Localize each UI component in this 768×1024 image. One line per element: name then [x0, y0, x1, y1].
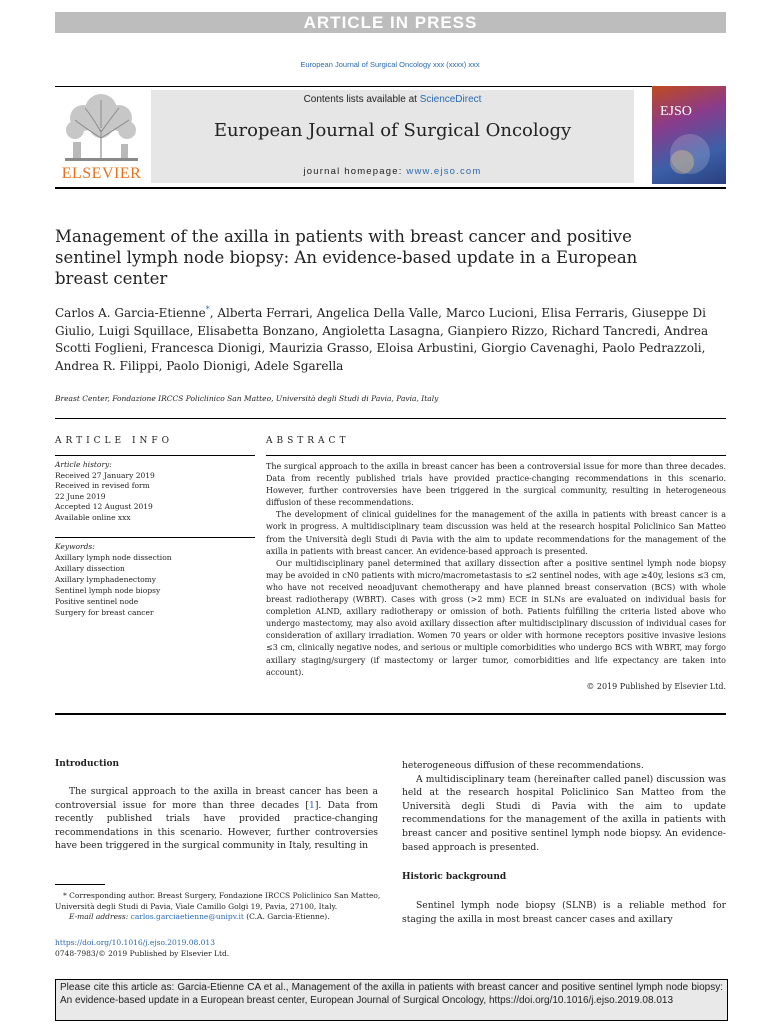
history-item: 22 June 2019 [55, 491, 106, 501]
homepage-link[interactable]: www.ejso.com [406, 166, 482, 177]
journal-reference-link[interactable]: European Journal of Surgical Oncology xxx (xxxx) xxx [300, 60, 480, 69]
keyword-item: Axillary lymphadenectomy [55, 575, 156, 584]
keywords-rule [55, 537, 255, 538]
history-item: Accepted 12 August 2019 [55, 502, 153, 512]
article-title: Management of the axilla in patients with breast cancer and positive sentinel lymph node biopsy: An evidence-based update in a European breast center [55, 227, 638, 288]
keywords-list [55, 541, 255, 618]
abstract-copyright: © 2019 Published by Elsevier Ltd. [586, 682, 726, 691]
elsevier-wordmark: ELSEVIER [61, 165, 142, 182]
abstract-rule [266, 455, 726, 456]
abstract-body [266, 461, 726, 679]
introduction-heading: Introduction [55, 759, 120, 769]
issn-copyright: 0748-7983/© 2019 Published by Elsevier Ltd. [55, 948, 230, 958]
corresponding-author-footnote [55, 891, 385, 923]
contents-prefix: Contents lists available at [303, 94, 420, 105]
abstract-heading: ABSTRACT [266, 436, 350, 446]
email-suffix: (C.A. Garcia-Etienne). [243, 912, 330, 922]
keyword-item: Surgery for breast cancer [55, 608, 154, 617]
article-in-press-banner: ARTICLE IN PRESS [55, 12, 726, 33]
header-top-rule [55, 86, 726, 87]
right-paragraph: heterogeneous diffusion of these recommendations. [402, 760, 644, 771]
email-link[interactable]: carlos.garciaetienne@unipv.it [130, 912, 244, 922]
body-right-column [402, 759, 726, 854]
sciencedirect-link[interactable]: ScienceDirect [419, 94, 482, 105]
body-separator-rule [55, 713, 726, 715]
history-item: Available online xxx [55, 512, 131, 522]
article-info-heading: ARTICLE INFO [55, 436, 174, 446]
affiliation: Breast Center, Fondazione IRCCS Policlinico San Matteo, Università degli Studi di Pavia, Pavia, Italy [55, 394, 439, 403]
cover-label: EJSO [660, 104, 692, 119]
contents-line [151, 94, 634, 105]
body-left-column [55, 785, 378, 853]
homepage-prefix: journal homepage: [303, 166, 407, 177]
historic-background-heading: Historic background [402, 872, 507, 882]
keyword-item: Sentinel lymph node biopsy [55, 586, 161, 595]
right-paragraph: A multidisciplinary team (hereinafter called panel) discussion was held at the research hospital Policlinico San Matteo from the Università degli Studi di Pavia with the aim to update recommendations for the management of the axilla in patients with breast cancer and positive sentinel lymph node biopsy. An evidence-based approach is presented. [402, 773, 726, 853]
abstract-paragraph: Our multidisciplinary panel determined that axillary dissection after a positive sentinel lymph node biopsy may be avoided in cN0 patients with micro/macrometastasis to ≤2 sentinel nodes, with age ≥40y, lesions ≤3 cm, who have not received neoadjuvant chemotherapy and have planned breast conservation (BCS) with whole breast radiotherapy (WBRT). Cases with gross (>2 mm) ECE in SLNs are evaluated on individual basis for completion ALND, axillary radiotherapy or omission of both. Patients fulfilling the criteria listed above who undergo mastectomy, may also avoid axillary dissection after multidisciplinary discussion of individual cases for consideration of axillary irradiation. Women 70 years or older with hormone receptors positive invasive lesions ≤3 cm, clinically negative nodes, and serious or multiple comorbidities who undergo BCS with WBRT, may forgo axillary staging/surgery (if mastectomy or larger tumor, comorbidities and life expectancy are taken into account). [266, 558, 726, 677]
keywords-label: Keywords: [55, 542, 95, 551]
author-list [55, 301, 735, 375]
intro-paragraph [55, 785, 378, 853]
corresponding-author-marker[interactable]: * [205, 305, 210, 314]
keyword-item: Positive sentinel node [55, 597, 139, 606]
historic-paragraph: Sentinel lymph node biopsy (SLNB) is a reliable method for staging the axilla in most breast cancer cases and axillary [402, 900, 726, 925]
footnote-address: * Corresponding author. Breast Surgery, Fondazione IRCCS Policlinico San Matteo, Università degli Studi di Pavia, Viale Camillo Golgi 19, Pavia, 27100, Italy. [55, 891, 381, 911]
journal-homepage-line [151, 166, 634, 177]
journal-cover-thumbnail [652, 86, 726, 184]
title-separator-rule [55, 418, 726, 419]
first-author: Carlos A. Garcia-Etienne [55, 306, 206, 320]
history-item: Received 27 January 2019 [55, 470, 155, 480]
abstract-paragraph: The surgical approach to the axilla in breast cancer has been a controversial issue for more than three decades. Data from recently published trials have provided practice-changing recommendations in this scenario. However, further controversies have been triggered in the surgical community, resulting in heterogeneous diffusion of these recommendations. [266, 462, 726, 508]
journal-name: European Journal of Surgical Oncology [213, 120, 572, 141]
footnote-email-line [55, 912, 385, 923]
history-label: Article history: [55, 460, 112, 469]
doi-block [55, 938, 385, 959]
article-history [55, 460, 255, 524]
footnote-rule [55, 884, 105, 885]
abstract-paragraph: The development of clinical guidelines for the management of the axilla in patients with breast cancer is a work in progress. A multidisciplinary team discussion was held at the research hospital Policlinico San Matteo from the Università degli Studi di Pavia with the aim to update recommendations for the management of the axilla in patients with breast cancer. An evidence-based approach is presented. [266, 510, 726, 556]
history-item: Received in revised form [55, 481, 150, 491]
article-info-rule [55, 455, 255, 456]
citation-box: Please cite this article as: Garcia-Etienne CA et al., Management of the axilla in patients with breast cancer and positive sentinel lymph node biopsy: An evidence-based update in a European breast center, European Journal of Surgical Oncology, https://doi.org/10.1016/j.ejso.2019.08.013 [55, 979, 728, 1021]
reference-link[interactable]: 1 [308, 799, 315, 811]
header-bottom-rule [55, 187, 726, 189]
other-authors: , Alberta Ferrari, Angelica Della Valle, Marco Lucioni, Elisa Ferraris, Giuseppe Di Giulio, Luigi Squillace, Elisabetta Bonzano, Angioletta Lasagna, Gianpiero Rizzo, Richard Tancredi, Andrea Scotti Foglieni, Francesca Dionigi, Maurizia Grasso, Eloisa Arbustini, Giorgio Cavenaghi, Paolo Pedrazzoli, Andrea R. Filippi, Paolo Dionigi, Adele Sgarella [55, 306, 709, 373]
email-label: E-mail address: [69, 912, 131, 922]
keyword-item: Axillary dissection [55, 564, 125, 573]
historic-background-text [402, 899, 726, 926]
intro-text-b: ]. Data from recently published trials have provided practice-changing recommendations in this scenario. However, further controversies have been triggered in the surgical community in Italy, resulting in [55, 799, 378, 852]
keyword-item: Axillary lymph node dissection [55, 553, 172, 562]
intro-text-a: The surgical approach to the axilla in breast cancer has been a controversial issue for more than three decades [ [55, 786, 378, 811]
doi-link[interactable]: https://doi.org/10.1016/j.ejso.2019.08.013 [55, 938, 215, 947]
